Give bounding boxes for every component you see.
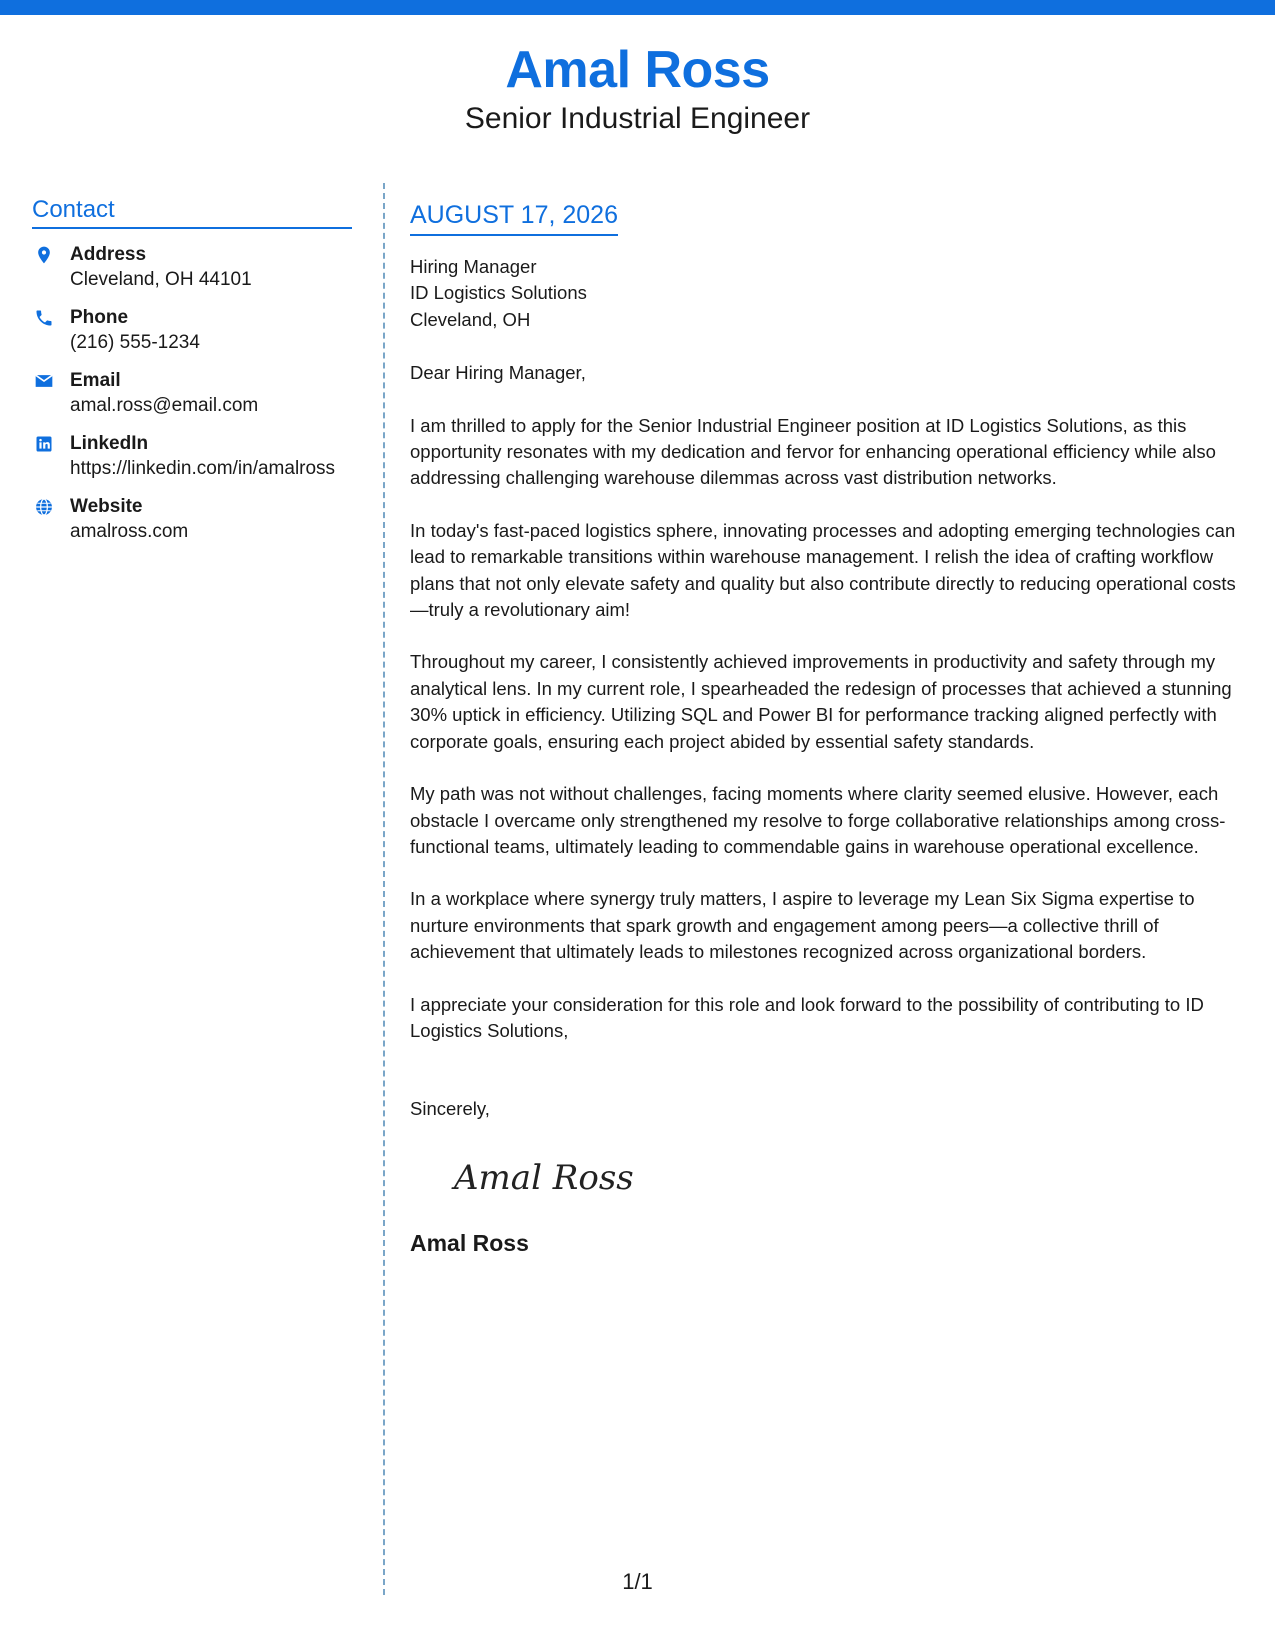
contact-item-address — [32, 242, 352, 292]
signoff: Sincerely, — [410, 1098, 490, 1120]
letter-paragraph: I appreciate your consideration for this role and look forward to the possibility of contributing to ID Logistics Solutions, — [410, 993, 1204, 1041]
recipient-line: ID Logistics Solutions — [410, 282, 587, 304]
letter-paragraph: My path was not without challenges, facing moments where clarity seemed elusive. However, each obstacle I overcame only strengthened my resolve to forge collaborative relationships among cross-functional teams, ultimately leading to commendable gains in warehouse operational excellence. — [410, 783, 1226, 857]
applicant-name: Amal Ross — [505, 41, 770, 99]
contact-value: (216) 555-1234 — [70, 332, 200, 353]
contact-item-linkedin — [32, 431, 352, 481]
contact-label: Phone — [70, 307, 129, 328]
linkedin-icon — [34, 434, 54, 454]
signer-name: Amal Ross — [410, 1230, 529, 1257]
contact-item-email — [32, 368, 352, 418]
applicant-title: Senior Industrial Engineer — [464, 102, 811, 135]
contact-sidebar — [32, 196, 352, 544]
phone-icon — [34, 308, 54, 328]
contact-item-website — [32, 494, 352, 544]
contact-value: Cleveland, OH 44101 — [70, 269, 252, 290]
contact-label: Address — [70, 244, 147, 265]
contact-value: amal.ross@email.com — [70, 395, 259, 416]
letter-date: AUGUST 17, 2026 — [410, 198, 618, 236]
email-icon — [34, 371, 54, 391]
recipient-block — [410, 254, 1250, 333]
handwritten-signature — [448, 1149, 648, 1203]
column-divider — [383, 183, 385, 1595]
globe-icon — [34, 497, 54, 517]
contact-label: Website — [70, 496, 143, 517]
letter-paragraph: In today's fast-paced logistics sphere, innovating processes and adopting emerging technologies can lead to remarkable transitions within warehouse management. I relish the idea of crafting workflow plans that not only elevate safety and quality but also contribute directly to reducing operational costs—truly a revolutionary aim! — [410, 519, 1236, 621]
letter-body — [410, 198, 1250, 1257]
letter-paragraph: In a workplace where synergy truly matters, I aspire to leverage my Lean Six Sigma expertise to nurture environments that spark growth and engagement among peers—a collective thrill of achievement that ultimately leads to milestones recognized across organizational borders. — [410, 888, 1195, 963]
letter-paragraph: I am thrilled to apply for the Senior Industrial Engineer position at ID Logistics Solutions, as this opportunity resonates with my dedication and fervor for enhancing operational efficiency while also addressing challenging warehouse dilemmas across vast distribution networks. — [410, 414, 1216, 489]
recipient-line: Cleveland, OH — [410, 308, 531, 330]
contact-label: Email — [70, 370, 121, 391]
recipient-line: Hiring Manager — [410, 256, 537, 277]
svg-text:Amal Ross: Amal Ross — [454, 1157, 634, 1198]
contact-value: amalross.com — [70, 521, 189, 542]
map-pin-icon — [34, 245, 54, 265]
page-number: 1/1 — [622, 1569, 653, 1594]
top-accent-bar — [0, 0, 1275, 15]
contact-label: LinkedIn — [70, 433, 149, 454]
contact-value: https://linkedin.com/in/amalross — [70, 458, 336, 479]
contact-heading: Contact — [32, 196, 352, 229]
letter-paragraph: Throughout my career, I consistently achieved improvements in productivity and safety through my analytical lens. In my current role, I spearheaded the redesign of processes that achieved a stunning 30% uptick in efficiency. Utilizing SQL and Power BI for performance tracking aligned perfectly with corporate goals, ensuring each project abided by essential safety standards. — [410, 651, 1232, 752]
contact-item-phone — [32, 305, 352, 355]
greeting: Dear Hiring Manager, — [410, 362, 586, 384]
